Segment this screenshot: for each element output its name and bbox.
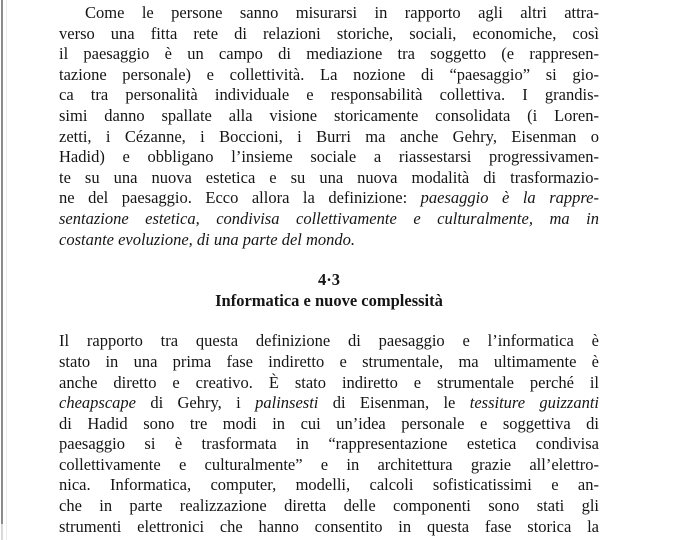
text-line: paesaggio si è trasformata in “rappresentazione estetica condivisa bbox=[59, 434, 599, 454]
text-line: simi danno spallate alla visione storicamente consolidata (i Loren- bbox=[59, 105, 599, 125]
section-title: Informatica e nuove complessità bbox=[215, 290, 443, 310]
text-line: il paesaggio è un campo di mediazione tra soggetto (e rappresen- bbox=[59, 44, 599, 64]
text-line: tazione personale) e collettività. La nozione di “paesaggio” si gio- bbox=[59, 64, 599, 84]
text-line: di Hadid sono tre modi in cui un’idea personale e soggettiva di bbox=[59, 413, 599, 433]
paragraph-1 bbox=[59, 3, 599, 250]
text-line: zetti, i Cézanne, i Boccioni, i Burri ma anche Gehry, Eisenman o bbox=[59, 126, 599, 146]
text-line: che in parte realizzazione diretta delle componenti sono stati gli bbox=[59, 496, 599, 516]
text-line: nica. Informatica, computer, modelli, calcoli sofisticatissimi e an- bbox=[59, 475, 599, 495]
text-line: anche diretto e creativo. È stato indiretto e strumentale perché il bbox=[59, 372, 599, 392]
text-line: te su una nuova estetica e su una nuova modalità di trasformazio- bbox=[59, 167, 599, 187]
section-number: 4·3 bbox=[317, 270, 340, 290]
scan-edge-line-faint bbox=[6, 0, 7, 540]
text-line: Il rapporto tra questa definizione di paesaggio e l’informatica è bbox=[59, 331, 599, 351]
text-line: Come le persone sanno misurarsi in rapporto agli altri attra- bbox=[85, 3, 599, 22]
text-line: sentazione estetica, condivisa collettivamente e culturalmente, ma in bbox=[59, 208, 599, 228]
text-line: ne del paesaggio. Ecco allora la definizione: paesaggio è la rappre- bbox=[59, 188, 599, 208]
text-line: verso una fitta rete di relazioni storiche, sociali, economiche, così bbox=[59, 23, 599, 43]
text-line: cheapscape di Gehry, i palinsesti di Eisenman, le tessiture guizzanti bbox=[59, 393, 599, 413]
scan-edge-line bbox=[1, 0, 3, 524]
text-line: stato in una prima fase indiretto e strumentale, ma ultimamente è bbox=[59, 351, 599, 371]
scan-edge-line-tail bbox=[1, 524, 3, 540]
text-line: strumenti elettronici che hanno consentito in questa fase storica la bbox=[59, 516, 599, 536]
text-line: Hadid) e obbligano l’insieme sociale a riassestarsi progressivamen- bbox=[59, 147, 599, 167]
text-line: costante evoluzione, di una parte del mondo. bbox=[59, 229, 356, 249]
text-line: collettivamente e culturalmente” e in architettura grazie all’elettro- bbox=[59, 454, 599, 474]
text-column bbox=[59, 3, 599, 537]
text-line: ca tra personalità individuale e responsabilità collettiva. I grandis- bbox=[59, 85, 599, 105]
paragraph-2 bbox=[59, 331, 599, 537]
section-heading bbox=[59, 270, 599, 311]
